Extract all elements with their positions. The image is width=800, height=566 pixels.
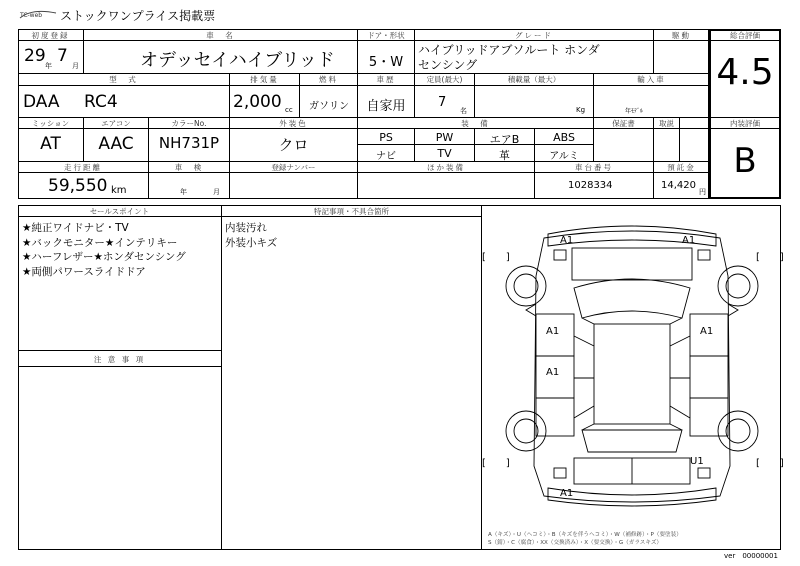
door-label: ドア・形状 [367,31,405,40]
page-title: ストックワンプライス掲載票 [60,9,216,23]
bracket-left-bottom: [ ] [482,458,510,469]
car-damage-diagram [482,206,784,549]
inspection-label: 車 検 [174,163,204,172]
legend-line1: A（キズ）・U（ヘコミ）・B（キズを伴うヘコミ）・W（補修跡）・P（要塗装） [488,532,682,538]
interior-score: B [733,141,757,181]
model-label: 型 式 [109,75,138,84]
mission-label: ミッション [31,119,70,128]
price-unit: 円 [699,188,706,196]
bracket-right-bottom: [ ] [756,458,784,469]
displacement-unit: cc [285,106,293,114]
import-label: 輸入車 [637,75,666,84]
inspection-year-unit: 年 [180,188,187,196]
mileage-unit: km [111,185,127,196]
price-label: 預託金 [667,163,696,172]
month-unit: 月 [72,62,79,70]
remark-item: 内装汚れ [225,222,267,234]
sales-points-list [22,221,186,279]
manual-label: 取説 [659,119,674,128]
sales-point-item: ★ハーフレザー★ホンダセンシング [22,251,186,263]
grade-label: グレード [515,31,553,40]
first-reg-month: 7 [57,46,68,66]
equip-leather: 革 [499,149,510,162]
equip-abs: ABS [553,131,575,144]
capacity-unit: 名 [460,107,467,115]
interior-label: 内装評価 [730,119,760,128]
first-reg-label: 初度登録 [31,31,70,40]
notes-label: 注 意 事 項 [93,355,146,364]
logo-text: TC-web [20,12,43,19]
mileage-label: 走行距離 [64,163,102,172]
model-prefix: DAA [23,92,60,112]
remarks-list [225,221,277,250]
aircon-label: エアコン [101,119,131,128]
damage-mark: A1 [700,326,714,337]
logo-swoosh-icon [18,7,58,21]
overall-score: 4.5 [716,52,774,93]
import-unit: 年ﾓﾃﾞﾙ [625,108,644,115]
damage-mark: A1 [546,367,560,378]
load-unit: Kg [576,106,586,114]
equipment-label: 装 備 [461,119,490,128]
version-text: ver 00000001 [724,552,778,560]
mileage-value: 59,550 [48,176,108,196]
displacement-label: 排気量 [250,75,279,84]
plate-label: 登録ナンバー [271,163,316,172]
equip-navi: ナビ [376,151,396,162]
legend-line2: S（錆）・C（腐食）・XX（交換済み）・X（要交換）・G（ガラスキズ） [488,540,663,546]
equip-pw: PW [435,131,454,144]
usage-label: 車歴 [376,75,396,84]
first-reg-year: 29 [24,46,46,66]
equip-alloy: アルミ [549,151,579,162]
color-no-label: カラーNo. [171,119,207,128]
chassis-label: 車台番号 [575,163,613,172]
fuel-value: ガソリン [309,101,349,112]
warranty-label: 保証書 [612,119,635,128]
capacity-label: 定員(最大) [426,75,463,84]
door-type: 5・W [368,55,404,70]
remarks-label: 特記事項・不具合箇所 [314,207,389,216]
ext-color-value: クロ [278,136,309,154]
bracket-left-top: [ ] [482,252,510,263]
capacity-value: 7 [438,95,447,110]
sales-point-item: ★純正ワイドナビ・TV [22,222,129,234]
mission-value: AT [40,134,61,154]
remark-item: 外装小キズ [225,236,278,249]
drive-label: 駆動 [672,31,691,40]
equip-airbag: エアB [489,133,520,146]
load-label: 積載量（最大） [507,75,561,84]
sales-point-item: ★バックモニター★インテリキー [22,236,178,249]
usage-value: 自家用 [366,99,406,114]
price-value: 14,420 [661,180,696,191]
logo [18,6,58,20]
damage-mark: U1 [690,456,704,467]
other-eq-label: ほか装備 [427,163,465,172]
damage-mark: A1 [546,326,560,337]
overall-label: 総合評価 [730,31,760,40]
chassis-number: 1028334 [568,180,613,191]
color-no-value: NH731P [158,134,220,152]
fuel-label: 燃料 [319,75,338,84]
aircon-value: AAC [98,134,134,154]
year-unit: 年 [45,62,52,70]
damage-mark: A1 [682,235,696,246]
grade-line2: センシング [418,58,478,72]
sales-points-label: セールスポイント [89,207,150,216]
damage-mark: A1 [560,488,574,499]
equip-ps: PS [379,131,393,144]
inspection-month-unit: 月 [213,188,220,196]
damage-mark: A1 [560,235,574,246]
ext-color-label: 外装色 [279,119,308,128]
car-name: オデッセイハイブリッド [140,50,335,71]
grade-line1: ハイブリッドアブソルート ホンダ [418,43,600,57]
sales-point-item: ★両側パワースライドドア [22,265,146,278]
model-code: RC4 [84,92,118,112]
equip-tv: TV [437,147,452,160]
car-name-label: 車 名 [206,31,235,40]
bracket-right-top: [ ] [756,252,784,263]
displacement-value: 2,000 [233,92,282,112]
